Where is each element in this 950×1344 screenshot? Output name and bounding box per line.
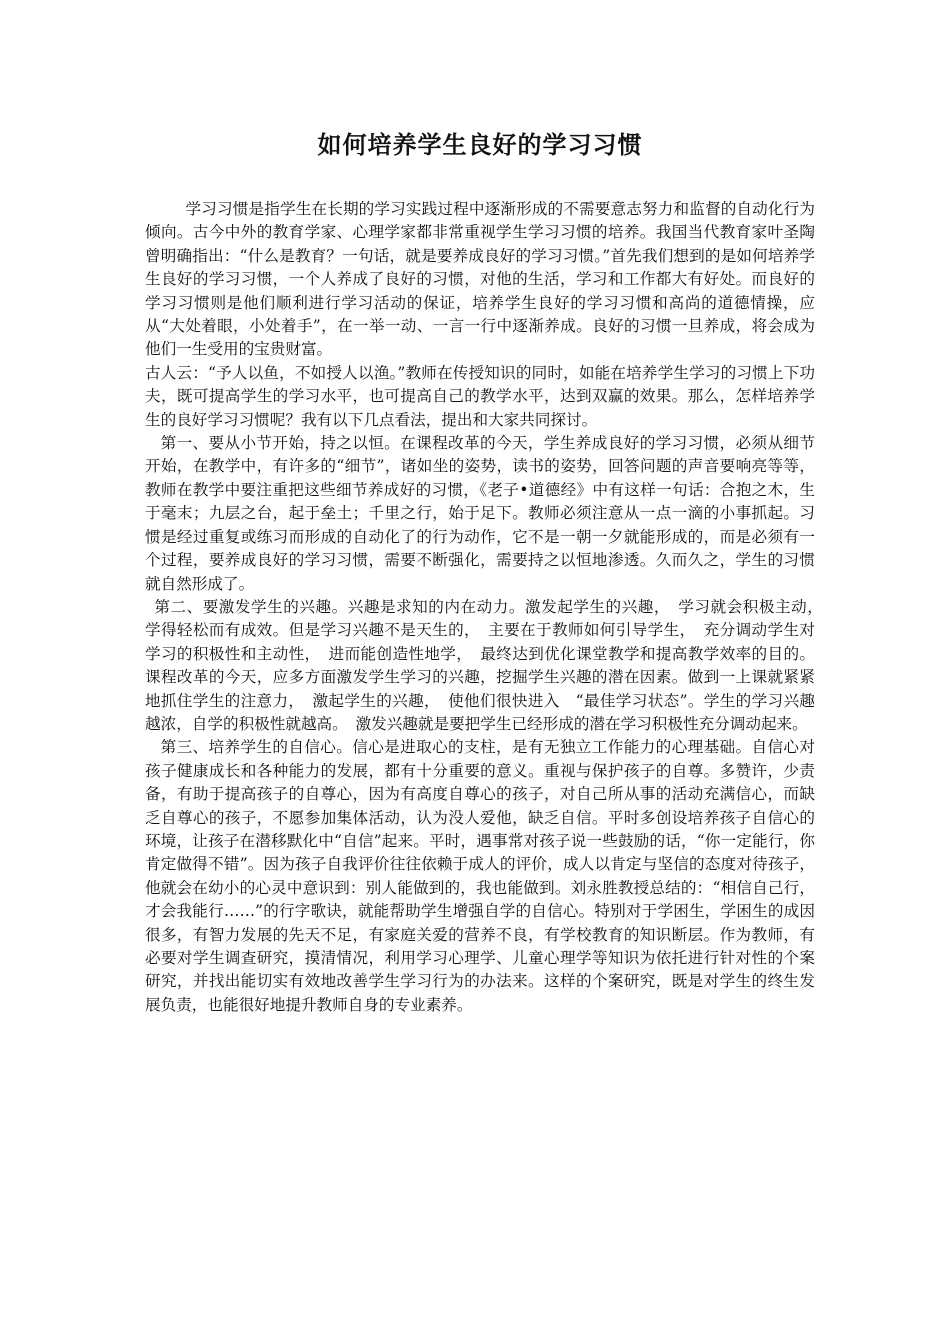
document-page (145, 128, 831, 1017)
paragraph-point-three: 第三、培养学生的自信心。信心是进取心的支柱，是有无独立工作能力的心理基础。自信心对孩子健康成长和各种能力的发展，都有十分重要的意义。重视与保护孩子的自尊。多赞许，少责备，有助于提高孩子的自尊心，因为有高度自尊心的孩子，对自己所从事的活动充满信心，而缺乏自尊心的孩子，不愿参加集体活动，认为没人爱他，缺乏自信。平时多创设培养孩子自信心的环境，让孩子在潜移默化中“自信”起来。平时，遇事常对孩子说一些鼓励的话，“你一定能行，你肯定做得不错”。因为孩子自我评价往往依赖于成人的评价，成人以肯定与坚信的态度对待孩子，他就会在幼小的心灵中意识到：别人能做到的，我也能做到。刘永胜教授总结的：“相信自己行，才会我能行……”的行字歌诀，就能帮助学生增强自学的自信心。特别对于学困生，学困生的成因很多，有智力发展的先天不足，有家庭关爱的营养不良，有学校教育的知识断层。作为教师，有必要对学生调查研究，摸清情况，利用学习心理学、儿童心理学等知识为依托进行针对性的个案研究，并找出能切实有效地改善学生学习行为的办法来。这样的个案研究，既是对学生的终生发展负责，也能很好地提升教师自身的专业素养。 (145, 738, 815, 1014)
paragraph-point-one: 第一、要从小节开始，持之以恒。在课程改革的今天，学生养成良好的学习习惯，必须从细节开始，在教学中，有许多的“细节”，诸如坐的姿势，读书的姿势，回答问题的声音要响亮等等，教师在教学中要注重把这些细节养成好的习惯，《老子•道德经》中有这样一句话：合抱之木，生于毫末；九层之台，起于垒土；千里之行，始于足下。教师必须注意从一点一滴的小事抓起。习惯是经过重复或练习而形成的自动化了的行为动作，它不是一朝一夕就能形成的，而是必须有一个过程，要养成良好的学习习惯，需要不断强化，需要持之以恒地渗透。久而久之，学生的习惯就自然形成了。 (145, 434, 815, 593)
paragraph-ancient-saying: 古人云：“予人以鱼，不如授人以渔。”教师在传授知识的同时，如能在培养学生学习的习惯上下功夫，既可提高学生的学习水平，也可提高自己的教学水平，达到双赢的效果。那么，怎样培养学生的良好学习习惯呢？我有以下几点看法，提出和大家共同探讨。 (145, 363, 815, 429)
paragraph-point-two: 第二、要激发学生的兴趣。兴趣是求知的内在动力。激发起学生的兴趣， 学习就会积极主动， 学得轻松而有成效。但是学习兴趣不是天生的， 主要在于教师如何引导学生， 充分调动学生对学习的积极性和主动性， 进而能创造性地学， 最终达到优化课堂教学和提高教学效率的目的。课程改革的今天，应多方面激发学生学习的兴趣，挖掘学生兴趣的潜在因素。做到一上课就紧紧地抓住学生的注意力， 激起学生的兴趣， 使他们很快进入 “最佳学习状态”。学生的学习兴趣越浓，自学的积极性就越高。 激发兴趣就是要把学生已经形成的潜在学习积极性充分调动起来。 (145, 597, 831, 733)
document-title: 如何培养学生良好的学习习惯 (317, 131, 643, 159)
paragraph-intro: 学习习惯是指学生在长期的学习实践过程中逐渐形成的不需要意志努力和监督的自动化行为倾向。古今中外的教育学家、心理学家都非常重视学生学习习惯的培养。我国当代教育家叶圣陶曾明确指出：“什么是教育？一句话，就是要养成良好的学习习惯。”首先我们想到的是如何培养学生良好的学习习惯，一个人养成了良好的习惯，对他的生活，学习和工作都大有好处。而良好的学习习惯则是他们顺利进行学习活动的保证，培养学生良好的学习习惯和高尚的道德情操，应从“大处着眼，小处着手”，在一举一动、一言一行中逐渐养成。良好的习惯一旦养成，将会成为他们一生受用的宝贵财富。 (145, 200, 815, 359)
